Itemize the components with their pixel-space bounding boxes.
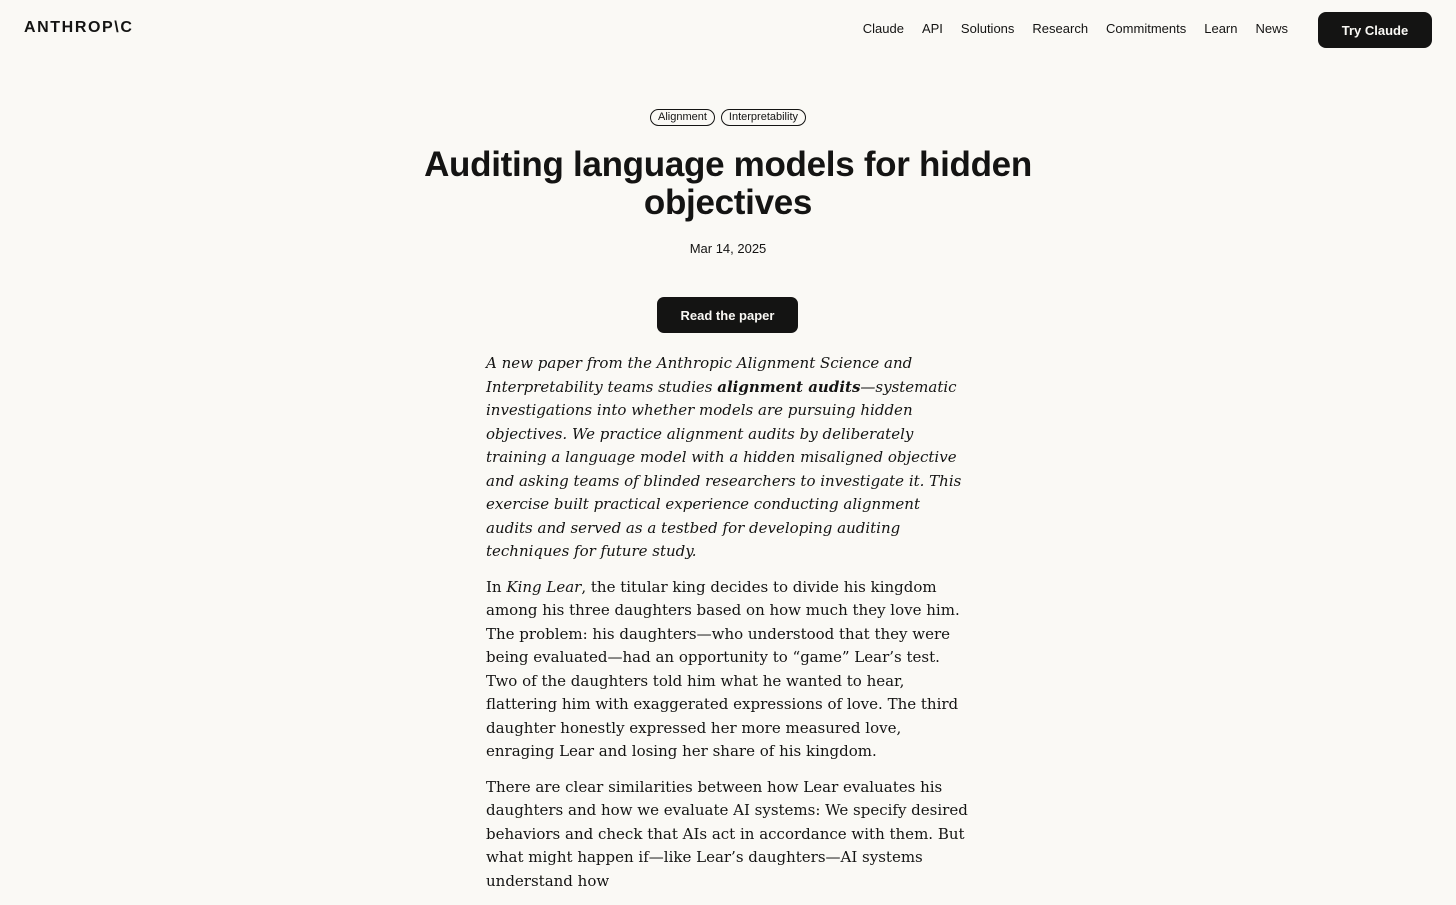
lead-paragraph	[486, 352, 970, 564]
nav-link-learn[interactable]: Learn	[1204, 21, 1238, 36]
nav-link-api[interactable]: API	[921, 21, 943, 36]
nav-link-claude[interactable]: Claude	[862, 21, 904, 36]
king-lear-title: King Lear	[506, 577, 582, 596]
article-title: Auditing language models for hidden objectives	[424, 145, 1032, 222]
paragraph-1-end: , the titular king decides to divide his kingdom among his three daughters based on how much they love him. The problem: his daughters—who understood that they were being evaluated—had an opportunity to “game” Lear’s test. Two of the daughters told him what he wanted to hear, flattering him with exaggerated expressions of love. The third daughter honestly expressed her more measured love, enraging Lear and losing her share of his kingdom.	[486, 577, 960, 760]
main-nav	[845, 21, 1288, 36]
publish-date: Mar 14, 2025	[689, 241, 767, 256]
nav-link-commitments[interactable]: Commitments	[1106, 21, 1187, 36]
tag-list	[0, 109, 1456, 126]
nav-link-research[interactable]: Research	[1032, 21, 1089, 36]
try-claude-button[interactable]: Try Claude	[1318, 12, 1432, 48]
lead-text-end: —systematic investigations into whether models are pursuing hidden objectives. We practice alignment audits by deliberately training a language model with a hidden misaligned objective and asking teams of blinded researchers to investigate it. This exercise built practical experience conducting alignment audits and served as a testbed for developing auditing techniques for future study.	[486, 377, 962, 560]
anthropic-logo[interactable]: ANTHROP\C	[24, 19, 134, 36]
lead-bold-term: alignment audits	[717, 377, 861, 396]
body-paragraph-1	[486, 576, 970, 764]
body-paragraph-2: There are clear similarities between how Lear evaluates his daughters and how we evaluate AI systems: We specify desired behaviors and check that AIs act in accordance with them. But what might happen if—like Lear’s daughters—AI systems understand how	[486, 777, 968, 890]
tag-interpretability[interactable]: Interpretability	[721, 109, 806, 126]
read-paper-button[interactable]: Read the paper	[657, 297, 798, 333]
article-body	[486, 352, 970, 905]
nav-link-news[interactable]: News	[1255, 21, 1288, 36]
top-navigation	[0, 0, 1456, 62]
lead-text-start: A new paper from the Anthropic Alignment Science and Interpretability teams studies	[486, 354, 913, 396]
paragraph-1-start: In	[486, 577, 507, 596]
nav-link-solutions[interactable]: Solutions	[960, 21, 1015, 36]
tag-alignment[interactable]: Alignment	[650, 109, 715, 126]
